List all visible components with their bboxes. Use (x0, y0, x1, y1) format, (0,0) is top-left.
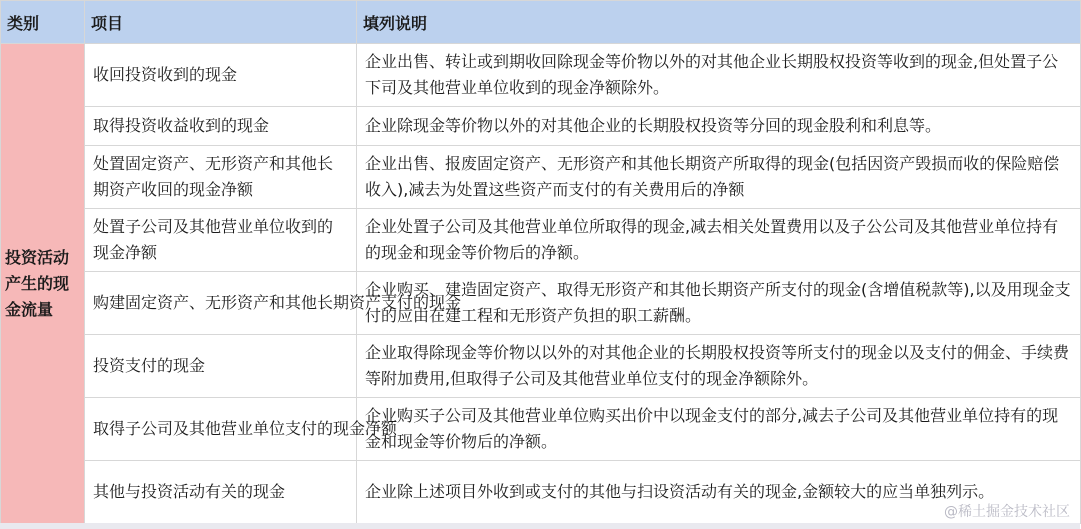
item-cell: 收回投资收到的现金 (85, 44, 357, 107)
description-cell: 企业购买子公司及其他营业单位购买出价中以现金支付的部分,减去子公司及其他营业单位持有的现金和现金等价物后的净额。 (357, 398, 1081, 461)
category-cell: 投资活动产生的现金流量 (1, 44, 85, 524)
item-cell: 其他与投资活动有关的现金 (85, 461, 357, 524)
table-row (1, 107, 1081, 146)
table-row (1, 335, 1081, 398)
item-cell: 处置子公司及其他营业单位收到的现金净额 (85, 209, 357, 272)
description-cell: 企业除现金等价物以外的对其他企业的长期股权投资等分回的现金股利和利息等。 (357, 107, 1081, 146)
description-cell: 企业除上述项目外收到或支付的其他与扫设资活动有关的现金,金额较大的应当单独列示。 (357, 461, 1081, 524)
header-item: 项目 (85, 1, 357, 44)
item-cell: 处置固定资产、无形资产和其他长期资产收回的现金净额 (85, 146, 357, 209)
watermark: @稀土掘金技术社区 (944, 504, 1070, 520)
table-row (1, 146, 1081, 209)
header-row (1, 1, 1081, 44)
bottom-scroll-strip (0, 523, 1080, 529)
description-cell: 企业处置子公司及其他营业单位所取得的现金,减去相关处置费用以及子公公司及其他营业单位持有的现金和现金等价物后的净额。 (357, 209, 1081, 272)
item-cell: 投资支付的现金 (85, 335, 357, 398)
item-cell: 取得投资收益收到的现金 (85, 107, 357, 146)
table-row (1, 461, 1081, 524)
description-cell: 企业出售、转让或到期收回除现金等价物以外的对其他企业长期股权投资等收到的现金,但处置子公下司及其他营业单位收到的现金净额除外。 (357, 44, 1081, 107)
table-row (1, 398, 1081, 461)
description-cell: 企业购买、建造固定资产、取得无形资产和其他长期资产所支付的现金(含增值税款等),以及用现金支付的应由在建工程和无形资产负担的职工薪酬。 (357, 272, 1081, 335)
header-description: 填列说明 (357, 1, 1081, 44)
table-row (1, 209, 1081, 272)
header-category: 类别 (1, 1, 85, 44)
description-cell: 企业取得除现金等价物以以外的对其他企业的长期股权投资等所支付的现金以及支付的佣金、手续费等附加费用,但取得子公司及其他营业单位支付的现金净额除外。 (357, 335, 1081, 398)
table-row (1, 272, 1081, 335)
item-cell: 取得子公司及其他营业单位支付的现金净额 (85, 398, 357, 461)
table-row (1, 44, 1081, 107)
item-cell: 购建固定资产、无形资产和其他长期资产支付的现金 (85, 272, 357, 335)
description-cell: 企业出售、报废固定资产、无形资产和其他长期资产所取得的现金(包括因资产毁损而收的保险赔偿收入),减去为处置这些资产而支付的有关费用后的净额 (357, 146, 1081, 209)
